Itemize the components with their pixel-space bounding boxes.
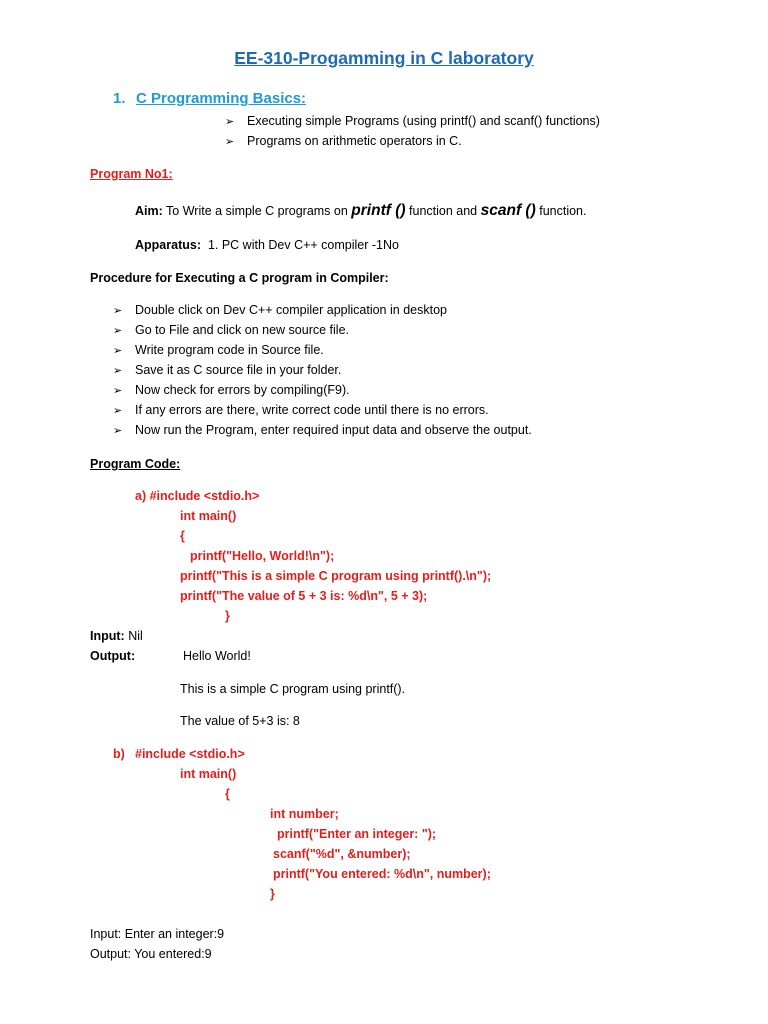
- code-line: int main(): [180, 767, 237, 781]
- arrow-bullet-icon: ➢: [113, 345, 123, 357]
- code-label: b): [113, 747, 125, 761]
- arrow-bullet-icon: ➢: [113, 385, 123, 397]
- output-label: Output:: [90, 649, 136, 663]
- code-line: printf("Hello, World!\n");: [190, 549, 335, 563]
- procedure-step: ➢ Now run the Program, enter required input data and observe the output.: [113, 423, 532, 437]
- arrow-bullet-icon: ➢: [113, 405, 123, 417]
- procedure-step: ➢ Now check for errors by compiling(F9).: [113, 383, 350, 397]
- code-line: printf("You entered: %d\n", number);: [273, 867, 491, 881]
- section-label: C Programming Basics:: [136, 90, 307, 107]
- topic-item: ➢ Executing simple Programs (using printf() and scanf() functions): [225, 114, 600, 128]
- arrow-bullet-icon: ➢: [225, 116, 235, 128]
- arrow-bullet-icon: ➢: [113, 365, 123, 377]
- code-line: int main(): [180, 509, 237, 523]
- code-line: int number;: [270, 807, 339, 821]
- code-line: {: [180, 529, 185, 543]
- procedure-step: ➢ Write program code in Source file.: [113, 343, 324, 357]
- input-line: Input: Enter an integer:9: [90, 927, 225, 941]
- code-line: {: [225, 787, 230, 801]
- arrow-bullet-icon: ➢: [113, 425, 123, 437]
- code-line: a) #include <stdio.h>: [135, 489, 260, 503]
- arrow-bullet-icon: ➢: [113, 325, 123, 337]
- procedure-step: ➢ Go to File and click on new source file.: [113, 323, 349, 337]
- output-line: The value of 5+3 is: 8: [180, 714, 300, 728]
- output-line: Output: You entered:9: [90, 947, 212, 961]
- output-line: Hello World!: [183, 649, 251, 663]
- code-line: }: [225, 609, 230, 623]
- input-line: Input: Nil: [90, 629, 143, 643]
- program-heading: Program No1:: [90, 167, 173, 181]
- procedure-step: ➢ Double click on Dev C++ compiler application in desktop: [113, 303, 447, 317]
- code-line: printf("Enter an integer: ");: [277, 827, 437, 841]
- document-title: EE-310-Progamming in C laboratory: [234, 48, 534, 68]
- code-line: #include <stdio.h>: [135, 747, 245, 761]
- code-line: printf("The value of 5 + 3 is: %d\n", 5 + 3);: [180, 589, 428, 603]
- procedure-step: ➢ If any errors are there, write correct code until there is no errors.: [113, 403, 489, 417]
- section-number: 1.: [113, 90, 126, 107]
- arrow-bullet-icon: ➢: [225, 136, 235, 148]
- apparatus-line: Apparatus: 1. PC with Dev C++ compiler -1No: [135, 238, 399, 252]
- procedure-step: ➢ Save it as C source file in your folder.: [113, 363, 342, 377]
- output-line: This is a simple C program using printf().: [180, 682, 406, 696]
- arrow-bullet-icon: ➢: [113, 305, 123, 317]
- topic-item: ➢ Programs on arithmetic operators in C.: [225, 134, 462, 148]
- section-heading: [113, 90, 306, 107]
- code-line: scanf("%d", &number);: [273, 847, 411, 861]
- aim-line: Aim: To Write a simple C programs on printf () function and scanf () function.: [135, 202, 587, 219]
- code-line: }: [270, 887, 275, 901]
- code-line: printf("This is a simple C program using printf().\n");: [180, 569, 492, 583]
- procedure-heading: Procedure for Executing a C program in Compiler:: [90, 271, 389, 285]
- program-code-heading: Program Code:: [90, 457, 181, 471]
